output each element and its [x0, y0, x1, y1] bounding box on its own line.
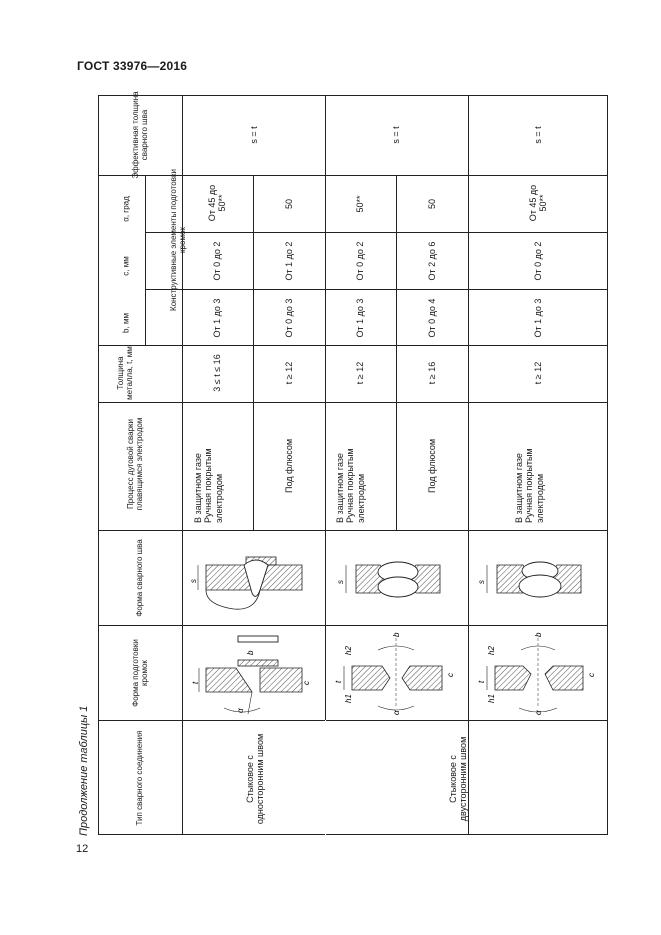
effective-2: s = t: [390, 126, 401, 144]
r3-c: От 0 до 2: [354, 241, 365, 281]
header-c: c, мм: [121, 256, 131, 276]
r1-alpha: От 45 до 50**: [206, 184, 227, 222]
r5-c: От 0 до 2: [532, 241, 543, 281]
r1-b: От 1 до 3: [211, 298, 222, 338]
r5-process-line1: В защитном газе: [514, 453, 524, 523]
fig6-h2-label: h2: [487, 646, 496, 655]
edge-shape-figure-1: [186, 628, 322, 718]
joint-type-2: Стыковое с двусторонним швом: [447, 736, 468, 822]
r1-process-line2: Ручная покрытым электродом: [203, 448, 224, 523]
r5-process: [514, 405, 566, 523]
effective-3: s = t: [532, 126, 543, 144]
fig3-s-label: s: [477, 580, 486, 584]
r2-alpha: 50: [283, 199, 294, 210]
r4-c: От 2 до 6: [426, 241, 437, 281]
r3-process: [335, 405, 387, 523]
r4-process: Под флюсом: [426, 438, 437, 494]
header-weld-shape: Форма сварного шва: [135, 539, 145, 617]
fig4-t-label: t: [191, 681, 200, 684]
page-header: ГОСТ 33976—2016: [77, 59, 188, 73]
fig4-c-label: c: [302, 681, 311, 685]
fig5-b-label: b: [392, 632, 401, 637]
weld-table: [98, 91, 608, 835]
fig5-h1-label: h1: [344, 694, 353, 703]
weld-shape-figure-3: [473, 535, 605, 623]
r5-process-line2: Ручная покрытым электродом: [524, 448, 545, 523]
joint-type-1: Стыковое с односторонним швом: [244, 733, 265, 825]
fig5-c-label: c: [446, 673, 455, 677]
page-number: 12: [76, 843, 89, 855]
fig6-c-label: c: [587, 673, 596, 677]
r1-process-line1: В защитном газе: [193, 453, 203, 523]
header-elements-group: Конструктивные элементы подготовки кромок: [168, 169, 187, 311]
r2-thickness: t ≥ 12: [283, 361, 294, 385]
fig4-b-label: b: [246, 650, 255, 655]
r3-process-line2: Ручная покрытым электродом: [345, 448, 366, 523]
edge-shape-figure-3: [473, 628, 605, 718]
fig6-alpha-label: α: [534, 710, 543, 715]
fig6-h1-label: h1: [487, 694, 496, 703]
r5-alpha: От 45 до 50**: [527, 184, 548, 222]
fig5-h2-label: h2: [344, 646, 353, 655]
r1-thickness: 3 ≤ t ≤ 16: [211, 354, 222, 392]
fig6-b-label: b: [534, 632, 543, 637]
header-b: b, мм: [121, 313, 131, 333]
header-joint-type: Тип сварного соединения: [135, 730, 145, 826]
r3-alpha: 50**: [354, 195, 365, 213]
r3-b: От 1 до 3: [354, 298, 365, 338]
r4-b: От 0 до 4: [426, 298, 437, 338]
fig4-alpha-label: α: [236, 708, 245, 713]
r2-b: От 0 до 3: [283, 298, 294, 338]
header-process: Процесс дуговой сварки плавящимся электродом: [125, 417, 144, 511]
r2-c: От 1 до 2: [283, 241, 294, 281]
r5-b: От 1 до 3: [532, 298, 543, 338]
r3-thickness: t ≥ 12: [354, 361, 365, 385]
header-alpha: α, град: [121, 196, 131, 222]
weld-shape-figure-2: [330, 535, 466, 623]
header-thickness: Толщина металла, t, мм: [115, 346, 134, 400]
fig2-s-label: s: [336, 580, 345, 584]
r1-c: От 0 до 2: [211, 241, 222, 281]
r3-process-line1: В защитном газе: [335, 453, 345, 523]
fig1-s-label: s: [189, 579, 198, 583]
r5-thickness: t ≥ 12: [532, 361, 543, 385]
continuation-caption: Продолжение таблицы 1: [78, 705, 90, 836]
fig6-t-label: t: [477, 680, 486, 683]
weld-shape-figure-1: [186, 535, 322, 623]
effective-1: s = t: [248, 126, 259, 144]
r4-thickness: t ≥ 16: [426, 361, 437, 385]
header-effective: Эффективная толщина сварного шва: [130, 91, 149, 179]
r1-process: [193, 405, 245, 523]
fig5-t-label: t: [334, 680, 343, 683]
r4-alpha: 50: [426, 199, 437, 210]
edge-shape-figure-2: [330, 628, 466, 718]
header-edge-shape: Форма подготовки кромок: [130, 639, 149, 707]
r2-process: Под флюсом: [283, 438, 294, 494]
fig5-alpha-label: α: [392, 710, 401, 715]
